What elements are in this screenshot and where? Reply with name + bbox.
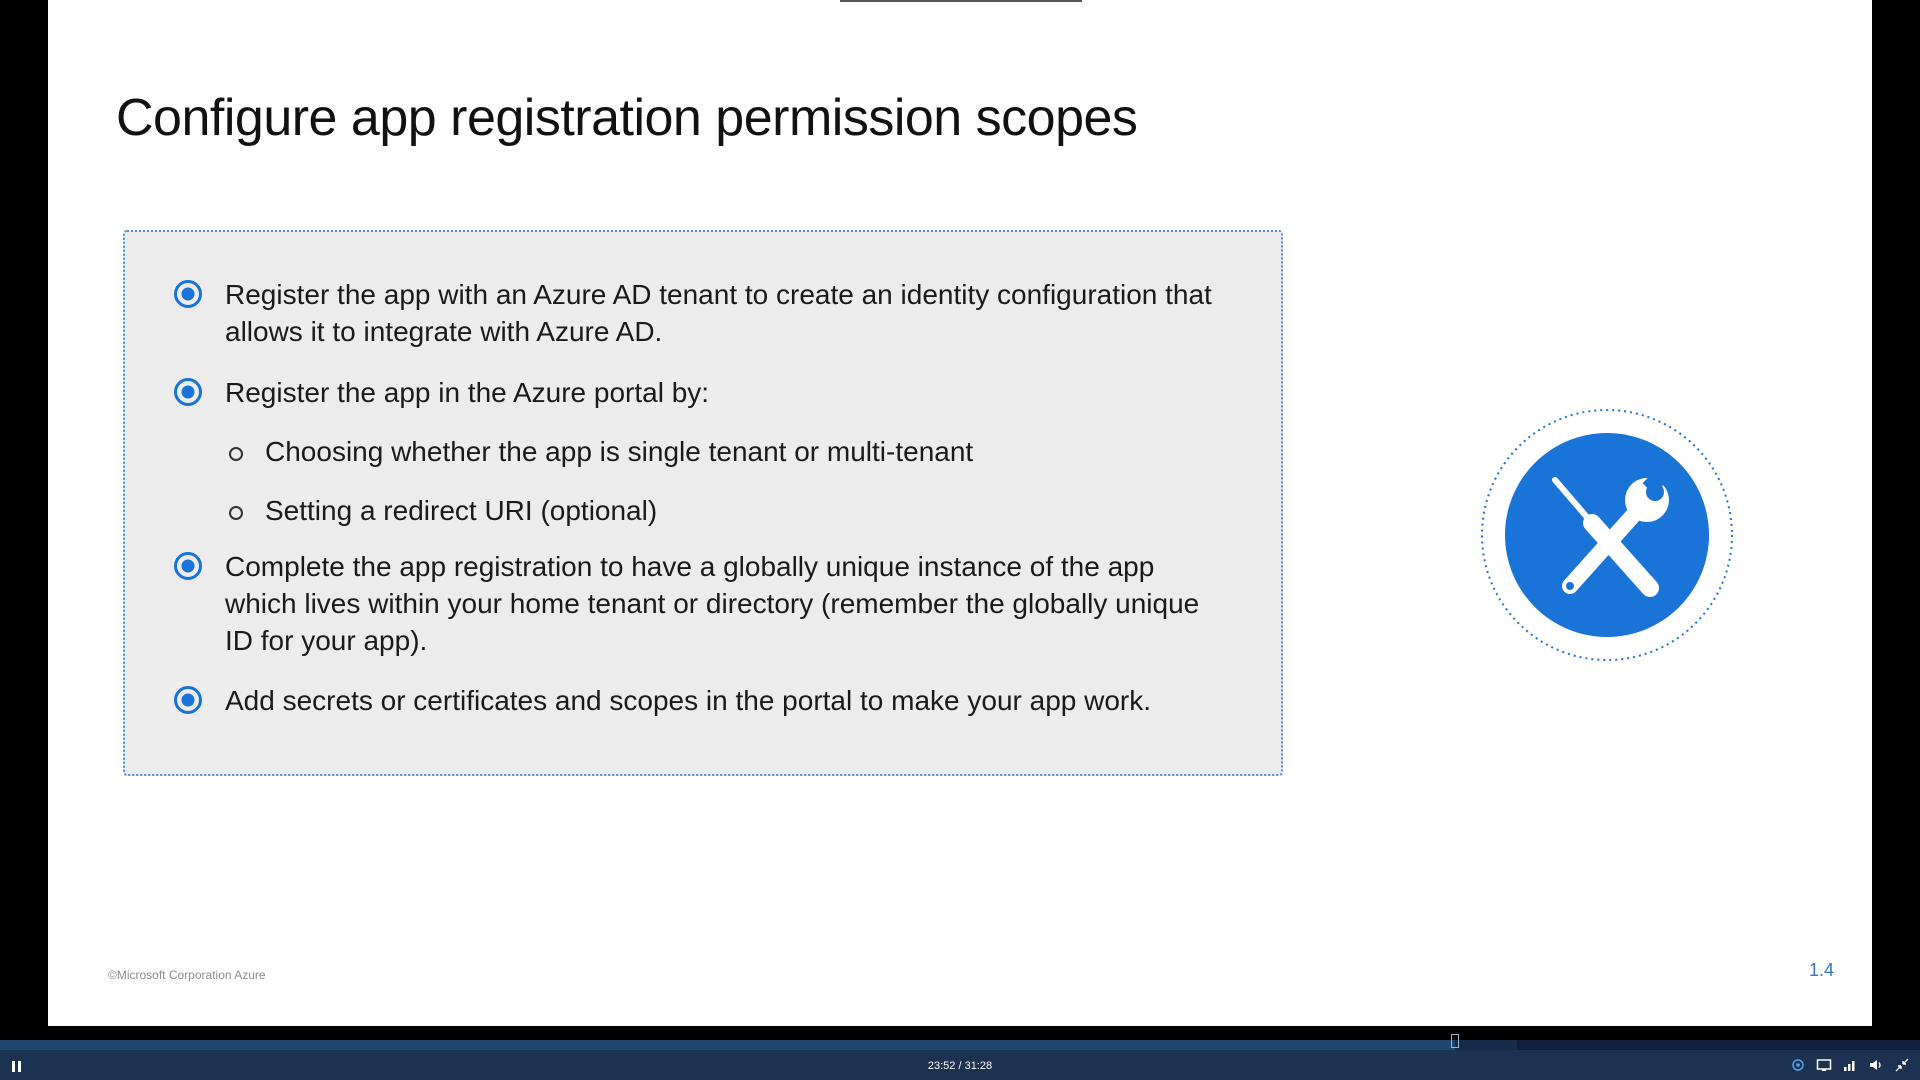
progress-bar[interactable] — [0, 1040, 1920, 1050]
bullet-item — [173, 276, 1223, 350]
bullet-text: Register the app with an Azure AD tenant to create an identity configuration that allows it to integrate with Azure AD. — [225, 279, 1212, 347]
progress-fill — [0, 1040, 1455, 1050]
hollow-circle-icon — [229, 447, 243, 461]
progress-thumb[interactable] — [1451, 1034, 1459, 1048]
bullet-item — [173, 682, 1223, 719]
copyright-footer: ©Microsoft Corporation Azure — [108, 968, 266, 982]
sub-bullet-item — [225, 492, 1275, 529]
radio-bullet-icon — [173, 551, 203, 581]
time-display: 23:52 / 31:28 — [927, 1060, 993, 1072]
player-icon-group — [1790, 1056, 1910, 1074]
sub-bullet-text: Setting a redirect URI (optional) — [265, 495, 658, 526]
tools-icon — [1480, 408, 1734, 662]
slide — [48, 0, 1872, 1026]
quality-icon[interactable] — [1842, 1057, 1858, 1073]
settings-icon[interactable] — [1790, 1057, 1806, 1073]
sub-bullet-item — [225, 433, 1275, 470]
captions-icon[interactable] — [1816, 1057, 1832, 1073]
volume-icon[interactable] — [1868, 1057, 1884, 1073]
radio-bullet-icon — [173, 279, 203, 309]
slide-title: Configure app registration permission scopes — [116, 89, 1138, 147]
hollow-circle-icon — [229, 506, 243, 520]
fullscreen-exit-icon[interactable] — [1894, 1057, 1910, 1073]
top-divider — [840, 0, 1082, 2]
page-number: 1.4 — [1808, 960, 1834, 980]
bullet-text: Register the app in the Azure portal by: — [225, 377, 710, 408]
content-box — [123, 230, 1283, 776]
progress-buffer — [1455, 1040, 1516, 1050]
bullet-item — [173, 374, 1223, 411]
radio-bullet-icon — [173, 685, 203, 715]
sub-bullet-text: Choosing whether the app is single tenant or multi-tenant — [265, 436, 974, 467]
bullet-item — [173, 548, 1223, 659]
bullet-text: Complete the app registration to have a globally unique instance of the app which lives within your home tenant or directory (remember the globally unique ID for your app). — [225, 551, 1200, 656]
bullet-text: Add secrets or certificates and scopes in the portal to make your app work. — [225, 685, 1152, 716]
radio-bullet-icon — [173, 377, 203, 407]
